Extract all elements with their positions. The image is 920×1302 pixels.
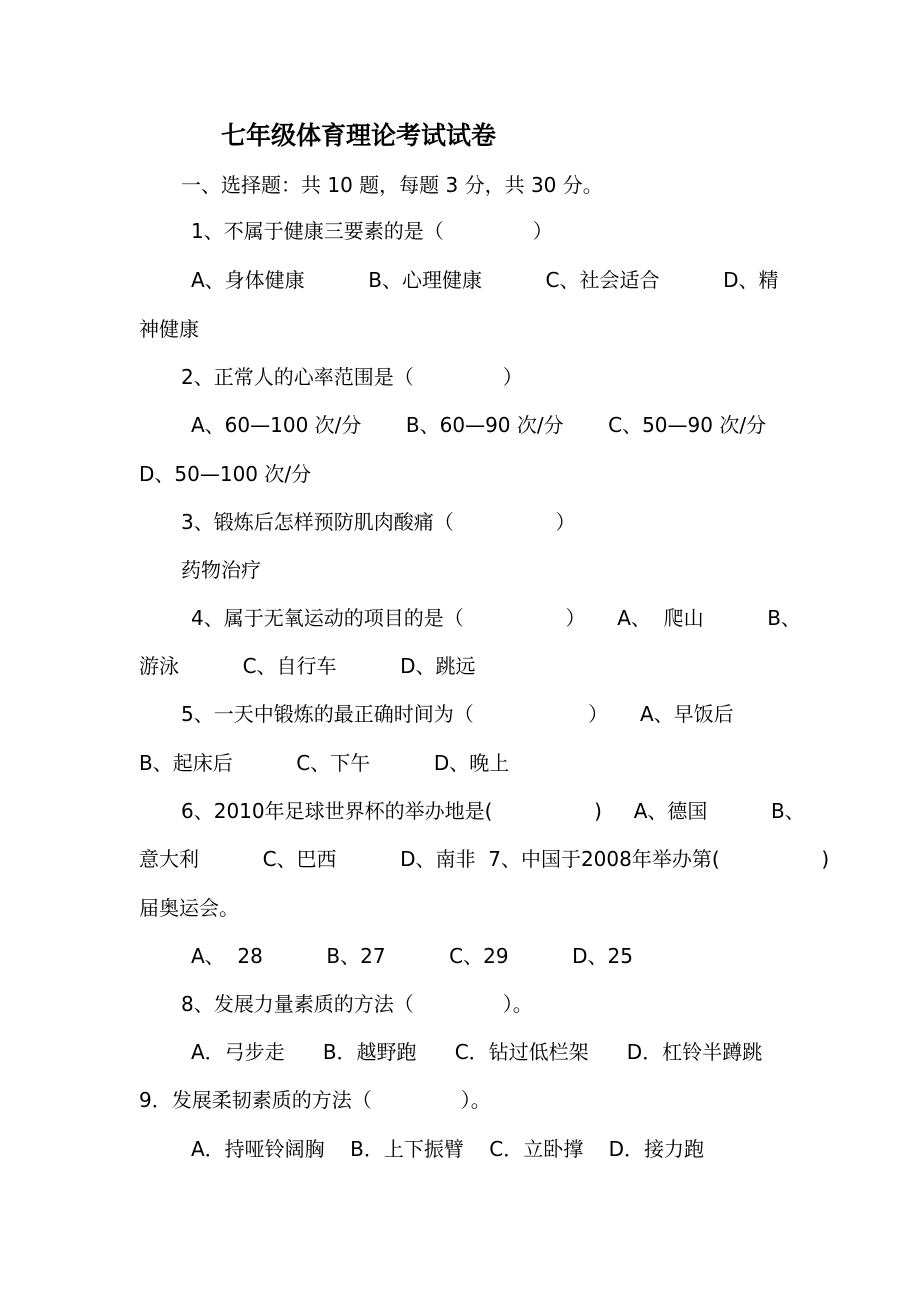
question-5-options: B、起床后 C、下午 D、晚上 — [139, 751, 510, 775]
question-6-options-and-question-7: 意大利 C、巴西 D、南非 7、中国于2008年举办第( ) — [139, 847, 830, 871]
question-1: 1、不属于健康三要素的是（ ） — [191, 219, 553, 243]
question-2-options-cont: D、50—100 次/分 — [139, 462, 312, 486]
question-5: 5、一天中锻炼的最正确时间为（ ） A、早饭后 — [181, 702, 734, 726]
question-4-options: 游泳 C、自行车 D、跳远 — [139, 654, 476, 678]
section-header: 一、选择题：共 10 题，每题 3 分，共 30 分。 — [181, 173, 603, 197]
question-9: 9．发展柔韧素质的方法（ ）。 — [139, 1088, 491, 1112]
question-8: 8、发展力量素质的方法（ ）。 — [181, 992, 533, 1016]
exam-title: 七年级体育理论考试试卷 — [221, 121, 497, 150]
question-9-options: A．持哑铃阔胸 B．上下振臂 C．立卧撑 D．接力跑 — [191, 1137, 705, 1161]
question-1-options-cont: 神健康 — [139, 317, 199, 341]
question-2: 2、正常人的心率范围是（ ） — [181, 365, 523, 389]
question-2-options: A、60—100 次/分 B、60—90 次/分 C、50—90 次/分 — [191, 413, 767, 437]
question-6: 6、2010年足球世界杯的举办地是( ) A、德国 B、 — [181, 799, 805, 823]
question-8-options: A．弓步走 B．越野跑 C．钻过低栏架 D．杠铃半蹲跳 — [191, 1040, 763, 1064]
question-3: 3、锻炼后怎样预防肌肉酸痛（ ） — [181, 510, 576, 534]
question-7-cont: 届奥运会。 — [139, 896, 239, 920]
question-3-options: 药物治疗 — [181, 558, 261, 582]
question-7-options: A、 28 B、27 C、29 D、25 — [191, 944, 634, 968]
question-1-options: A、身体健康 B、心理健康 C、社会适合 D、精 — [191, 268, 779, 292]
question-4: 4、属于无氧运动的项目的是（ ） A、 爬山 B、 — [191, 606, 801, 630]
